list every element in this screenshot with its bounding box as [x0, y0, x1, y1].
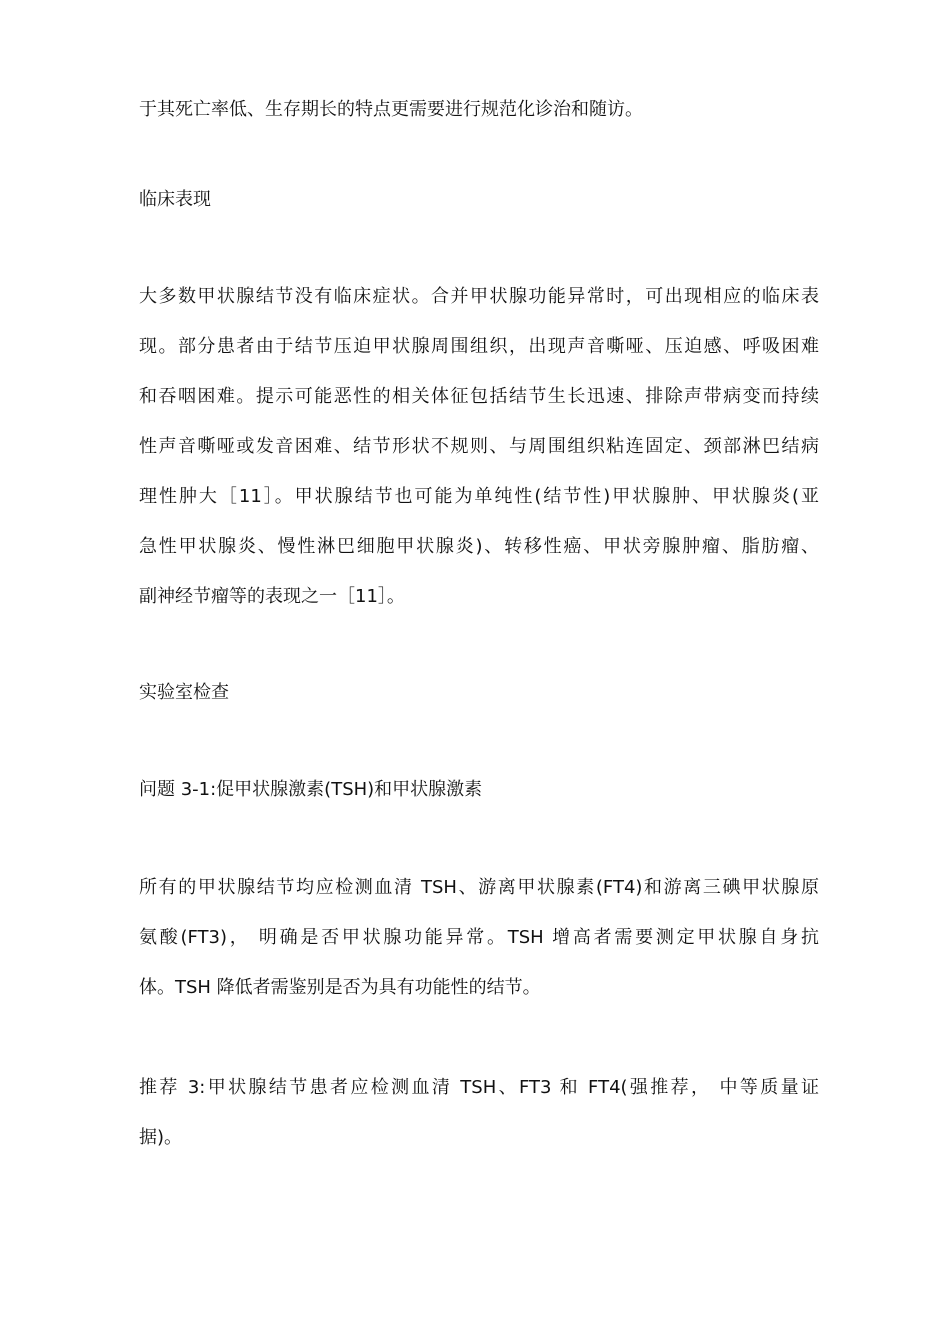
paragraph-intro-continuation — [139, 85, 819, 135]
text-line: 现。部分患者由于结节压迫甲状腺周围组织，出现声音嘶哑、压迫感、呼吸困难 — [139, 336, 819, 357]
section-heading-laboratory-tests — [139, 668, 819, 718]
text-line: 和吞咽困难。提示可能恶性的相关体征包括结节生长迅速、排除声带病变而持续 — [139, 386, 819, 407]
text-line: 所有的甲状腺结节均应检测血清 TSH、游离甲状腺素(FT4)和游离三碘甲状腺原 — [139, 877, 819, 898]
text-line: 推荐 3:甲状腺结节患者应检测血清 TSH、FT3 和 FT4(强推荐， 中等质量证 — [139, 1077, 819, 1098]
question-heading — [139, 765, 819, 815]
recommendation-paragraph — [139, 1063, 819, 1163]
heading-text: 临床表现 — [139, 189, 211, 210]
text-line: 氨酸(FT3)， 明确是否甲状腺功能异常。TSH 增高者需要测定甲状腺自身抗 — [139, 927, 819, 948]
text-line: 急性甲状腺炎、慢性淋巴细胞甲状腺炎)、转移性癌、甲状旁腺肿瘤、脂肪瘤、 — [139, 536, 819, 557]
text-line: 性声音嘶哑或发音困难、结节形状不规则、与周围组织粘连固定、颈部淋巴结病 — [139, 436, 819, 457]
text-line: 大多数甲状腺结节没有临床症状。合并甲状腺功能异常时，可出现相应的临床表 — [139, 286, 819, 307]
text-line: 体。TSH 降低者需鉴别是否为具有功能性的结节。 — [139, 977, 541, 998]
question-text: 问题 3-1:促甲状腺激素(TSH)和甲状腺激素 — [139, 779, 483, 800]
text-line: 据)。 — [139, 1127, 183, 1148]
paragraph-tsh-testing — [139, 863, 819, 1013]
text-line: 于其死亡率低、生存期长的特点更需要进行规范化诊治和随访。 — [139, 99, 643, 120]
section-heading-clinical-manifestations — [139, 175, 819, 225]
text-line: 副神经节瘤等的表现之一［11］。 — [139, 586, 405, 607]
heading-text: 实验室检查 — [139, 682, 229, 703]
paragraph-clinical-manifestations — [139, 272, 819, 622]
text-line: 理性肿大［11］。甲状腺结节也可能为单纯性(结节性)甲状腺肿、甲状腺炎(亚 — [139, 486, 819, 507]
